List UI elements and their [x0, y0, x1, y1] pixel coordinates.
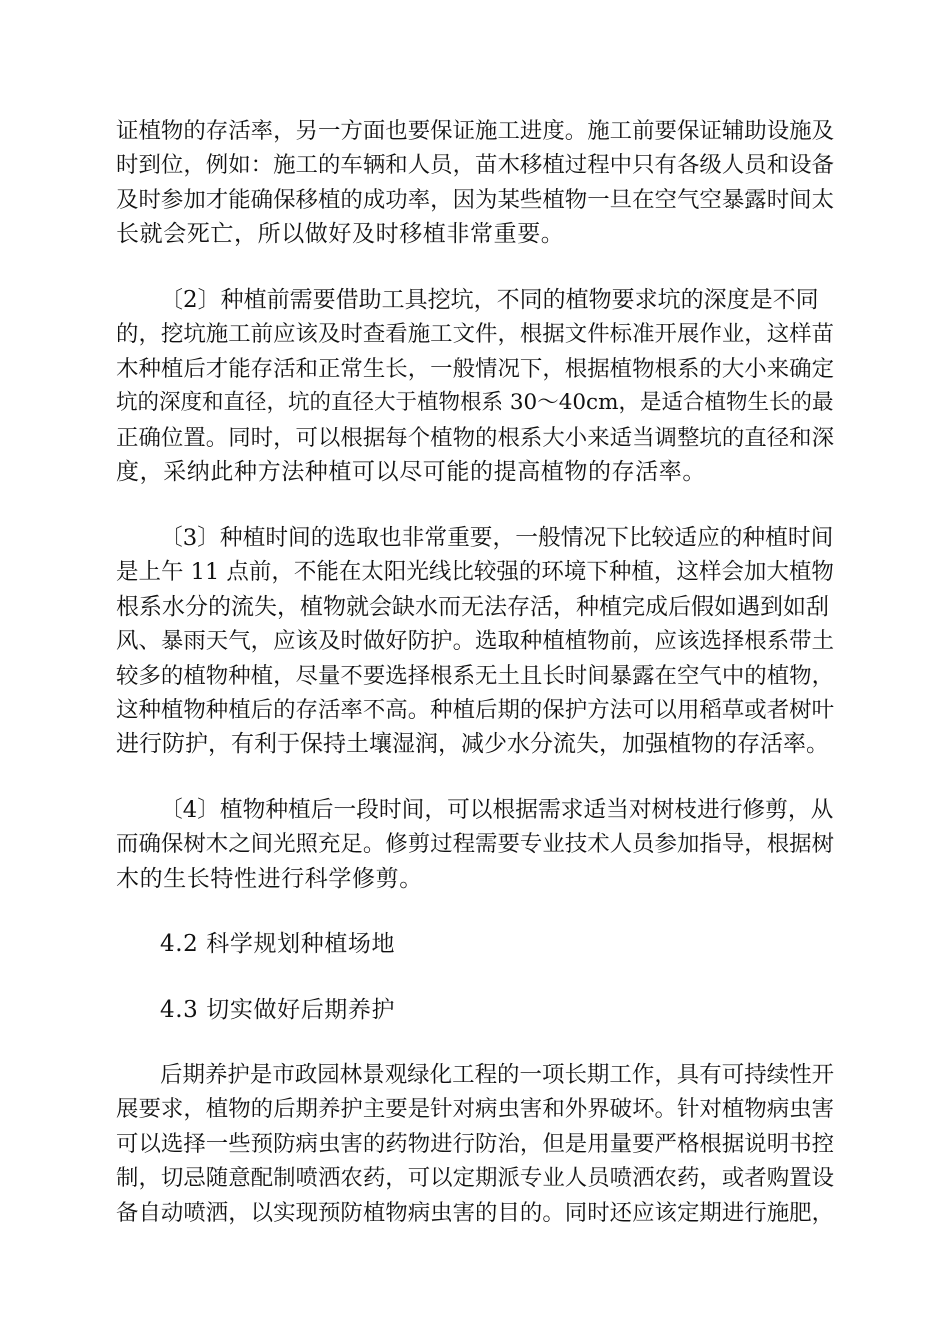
text-line: 这种植物种植后的存活率不高。种植后期的保护方法可以用稻草或者树叶 [116, 697, 835, 723]
text-line: 坑的深度和直径，坑的直径大于植物根系 30～40cm，是适合植物生长的最 [116, 390, 834, 415]
text-line: 木种植后才能存活和正常生长，一般情况下，根据植物根系的大小来确定 [116, 356, 835, 382]
text-line: 〔2〕种植前需要借助工具挖坑，不同的植物要求坑的深度是不同 [160, 287, 819, 313]
text-line: 展要求，植物的后期养护主要是针对病虫害和外界破坏。针对植物病虫害 [116, 1096, 835, 1122]
text-line: 时到位，例如：施工的车辆和人员，苗木移植过程中只有各级人员和设备 [116, 152, 835, 178]
text-line: 〔3〕种植时间的选取也非常重要，一般情况下比较适应的种植时间 [160, 525, 834, 551]
text-line: 正确位置。同时，可以根据每个植物的根系大小来适当调整坑的直径和深 [116, 425, 835, 451]
section-heading-4-3: 4.3 切实做好后期养护 [160, 997, 396, 1023]
text-line: 证植物的存活率，另一方面也要保证施工进度。施工前要保证辅助设施及 [116, 118, 835, 144]
text-line: 及时参加才能确保移植的成功率，因为某些植物一旦在空气空暴露时间太 [116, 187, 835, 213]
text-line: 后期养护是市政园林景观绿化工程的一项长期工作，具有可持续性开 [160, 1062, 835, 1088]
text-line: 的，挖坑施工前应该及时查看施工文件，根据文件标准开展作业，这样苗 [116, 321, 835, 347]
text-line: 〔4〕植物种植后一段时间，可以根据需求适当对树枝进行修剪，从 [160, 797, 834, 823]
text-line: 较多的植物种植，尽量不要选择根系无土且长时间暴露在空气中的植物， [116, 663, 835, 689]
text-line: 度，采纳此种方法种植可以尽可能的提高植物的存活率。 [116, 459, 706, 485]
text-line: 是上午 11 点前，不能在太阳光线比较强的环境下种植，这样会加大植物 [116, 559, 834, 585]
text-line: 而确保树木之间光照充足。修剪过程需要专业技术人员参加指导，根据树 [116, 831, 835, 857]
text-line: 制，切忌随意配制喷洒农药，可以定期派专业人员喷洒农药，或者购置设 [116, 1165, 835, 1191]
text-line: 根系水分的流失，植物就会缺水而无法存活，种植完成后假如遇到如刮 [116, 594, 829, 620]
text-line: 长就会死亡，所以做好及时移植非常重要。 [116, 221, 565, 247]
text-line: 风、暴雨天气，应该及时做好防护。选取种植植物前，应该选择根系带土 [116, 628, 835, 654]
text-line: 备自动喷洒，以实现预防植物病虫害的目的。同时还应该定期进行施肥， [116, 1200, 835, 1226]
section-heading-4-2: 4.2 科学规划种植场地 [160, 931, 396, 957]
text-line: 木的生长特性进行科学修剪。 [116, 866, 423, 892]
text-line: 进行防护，有利于保持土壤湿润，减少水分流失，加强植物的存活率。 [116, 731, 829, 757]
text-line: 可以选择一些预防病虫害的药物进行防治，但是用量要严格根据说明书控 [116, 1131, 835, 1157]
